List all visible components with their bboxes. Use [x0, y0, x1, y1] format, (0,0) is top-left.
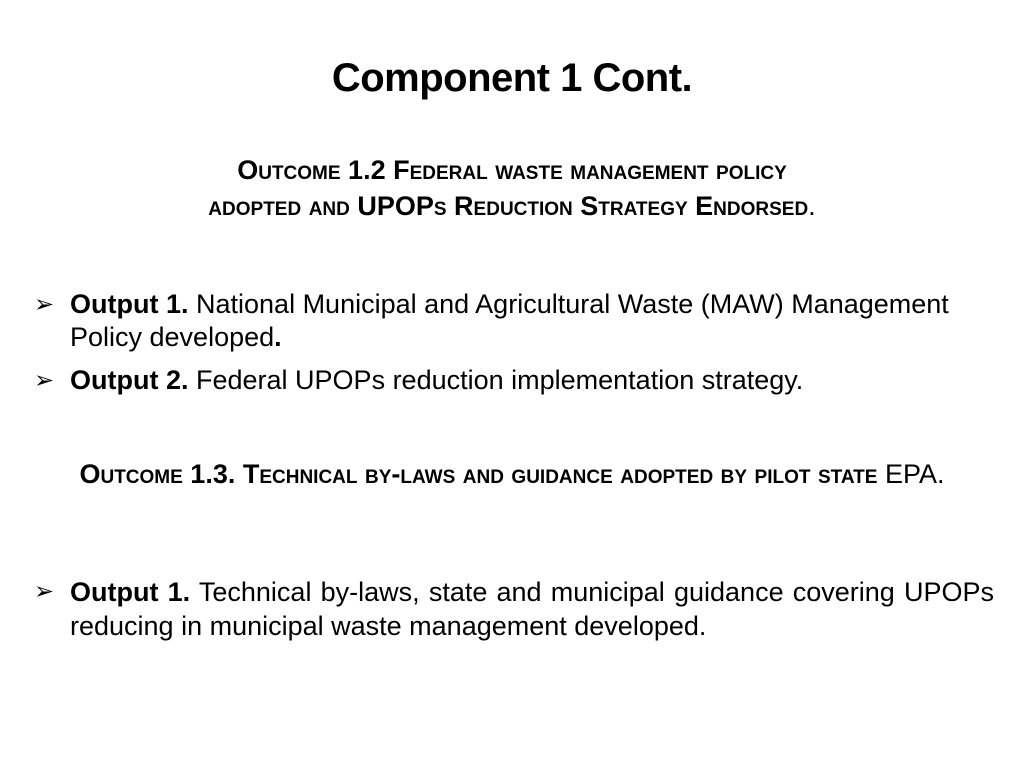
arrow-bullet-icon: ➢	[34, 291, 55, 318]
outcome-1-3-outputs-list	[30, 575, 994, 643]
output-text: Federal UPOPs reduction implementation strategy.	[196, 365, 804, 395]
output-text: National Municipal and Agricultural Waste (MAW) Management Policy developed	[70, 289, 949, 352]
output-label: Output 1.	[70, 289, 189, 319]
outcome-1-2-line1: Outcome 1.2 Federal waste management policy	[237, 155, 787, 185]
arrow-bullet-icon: ➢	[34, 367, 55, 394]
output-label: Output 1.	[70, 577, 191, 607]
output-end: .	[274, 322, 282, 352]
outcome-1-2-line2-text: adopted and UPOPs Reduction Strategy Endorsed	[208, 191, 809, 221]
outcome-1-2-outputs-list	[30, 288, 994, 407]
list-item	[30, 364, 994, 397]
output-label: Output 2.	[70, 365, 189, 395]
list-item	[30, 575, 994, 643]
outcome-1-3-text: Outcome 1.3. Technical by-laws and guidance adopted by pilot state	[79, 459, 878, 489]
outcome-1-2-period: .	[808, 191, 816, 221]
outcome-1-3-heading	[40, 456, 984, 492]
outcome-1-2-line2	[40, 188, 984, 224]
list-item	[30, 288, 994, 354]
arrow-bullet-icon: ➢	[34, 578, 55, 605]
outcome-1-3-suffix: EPA.	[884, 459, 945, 489]
slide-title: Component 1 Cont.	[331, 56, 693, 100]
outcome-1-2-heading	[40, 152, 984, 224]
output-text: Technical by-laws, state and municipal guidance covering UPOPs reducing in municipal waste management developed.	[70, 577, 995, 641]
